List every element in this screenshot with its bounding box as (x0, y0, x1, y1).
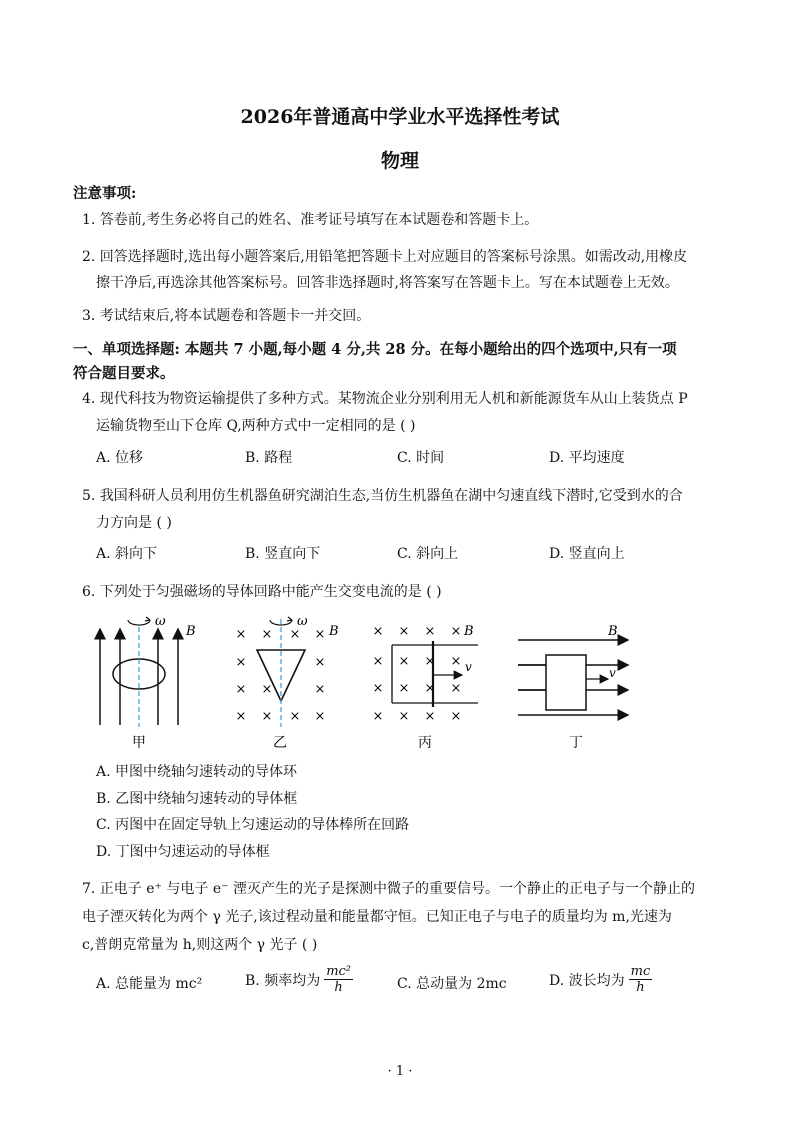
fraction-denominator: h (636, 980, 645, 995)
q4-option-a: A. 位移 (96, 450, 144, 466)
cross-mark: × (424, 681, 436, 696)
caption-bing: 丙 (418, 735, 432, 751)
q4-option-d: D. 平均速度 (549, 450, 625, 466)
figure-yi (236, 614, 339, 751)
b-label: B (329, 624, 339, 639)
b-label: B (186, 624, 196, 639)
q6-stem: 6. 下列处于匀强磁场的导体回路中能产生交变电流的是 ( ) (82, 584, 442, 600)
cross-mark: × (235, 627, 247, 642)
cross-mark: × (314, 682, 326, 697)
q6-option-d: D. 丁图中匀速运动的导体框 (96, 844, 270, 860)
cross-mark: × (235, 709, 247, 724)
cross-mark: × (235, 655, 247, 670)
figure-jia (100, 614, 196, 751)
section-heading-line1: 一、单项选择题: 本题共 7 小题,每小题 4 分,共 28 分。在每小题给出的四个选项中,只有一项 (73, 341, 677, 358)
fraction-numerator: mc (630, 964, 651, 979)
cross-mark: × (261, 682, 273, 697)
cross-mark: × (398, 709, 410, 724)
cross-mark: × (450, 709, 462, 724)
cross-mark: × (450, 654, 462, 669)
cross-mark: × (372, 654, 384, 669)
section-heading-line2: 符合题目要求。 (73, 365, 175, 382)
cross-mark: × (314, 627, 326, 642)
omega-label: ω (155, 614, 166, 629)
v-label: v (609, 666, 616, 680)
cross-mark: × (372, 681, 384, 696)
q6-option-a: A. 甲图中绕轴匀速转动的导体环 (96, 764, 298, 780)
cross-mark: × (289, 709, 301, 724)
cross-mark: × (372, 709, 384, 724)
q6-option-c: C. 丙图中在固定导轨上匀速运动的导体棒所在回路 (96, 817, 410, 833)
caption-yi: 乙 (273, 735, 287, 751)
q7-option-b-prefix: B. 频率均为 (245, 972, 321, 989)
q7-option-d (549, 964, 652, 995)
cross-mark: × (398, 654, 410, 669)
notice-item-2-cont: 擦干净后,再选涂其他答案标号。回答非选择题时,将答案写在答题卡上。写在本试题卷上无效。 (96, 275, 679, 291)
subject-title: 物理 (380, 150, 419, 172)
cross-mark: × (424, 709, 436, 724)
figure-bing (373, 624, 478, 751)
cross-mark: × (235, 682, 247, 697)
cross-mark: × (314, 655, 326, 670)
q4-option-c: C. 时间 (397, 450, 445, 466)
q6-option-b: B. 乙图中绕轴匀速转动的导体框 (96, 791, 298, 807)
notice-item-1: 1. 答卷前,考生务必将自己的姓名、准考证号填写在本试题卷和答题卡上。 (82, 212, 539, 228)
q7-option-b (245, 964, 353, 995)
magnetic-field-crosses (373, 624, 462, 724)
q5-stem-line2: 力方向是 ( ) (96, 515, 172, 531)
q7-option-d-prefix: D. 波长均为 (549, 972, 625, 989)
notice-item-2: 2. 回答选择题时,选出每小题答案后,用铅笔把答题卡上对应题目的答案标号涂黑。如需改动,用橡皮 (82, 249, 688, 265)
omega-label: ω (297, 614, 308, 629)
cross-mark: × (450, 624, 462, 639)
cross-mark: × (289, 627, 301, 642)
cross-mark: × (424, 624, 436, 639)
q7-stem-line2: 电子湮灭转化为两个 γ 光子,该过程动量和能量都守恒。已知正电子与电子的质量均为 m,光速为 (82, 909, 672, 925)
conductor-frame (546, 655, 586, 710)
caption-jia: 甲 (132, 735, 146, 751)
cross-mark: × (261, 627, 273, 642)
page-number: · 1 · (387, 1064, 413, 1079)
cross-mark: × (261, 709, 273, 724)
q4-option-b: B. 路程 (245, 450, 293, 466)
q7-option-a: A. 总能量为 mc² (96, 976, 203, 992)
notice-item-3: 3. 考试结束后,将本试题卷和答题卡一并交回。 (82, 308, 371, 324)
q7-option-c: C. 总动量为 2mc (397, 976, 507, 992)
q7-stem-line1: 7. 正电子 e⁺ 与电子 e⁻ 湮灭产生的光子是探测中微子的重要信号。一个静止的正电子与一个静止的 (82, 881, 695, 897)
notice-heading: 注意事项: (73, 185, 137, 202)
q4-stem-line1: 4. 现代科技为物资运输提供了多种方式。某物流企业分别利用无人机和新能源货车从山上装货点 P (82, 391, 688, 407)
cross-mark: × (424, 654, 436, 669)
b-label: B (464, 624, 474, 639)
cross-mark: × (398, 624, 410, 639)
figure-ding (518, 624, 628, 751)
q4-stem-line2: 运输货物至山下仓库 Q,两种方式中一定相同的是 ( ) (96, 418, 416, 434)
q5-option-a: A. 斜向下 (96, 546, 158, 562)
exam-title: 2026年普通高中学业水平选择性考试 (240, 106, 560, 128)
cross-mark: × (372, 624, 384, 639)
q6-figures (0, 605, 800, 755)
fraction (324, 964, 353, 995)
fraction-denominator: h (334, 980, 343, 995)
cross-mark: × (314, 709, 326, 724)
fraction-numerator: mc² (326, 964, 352, 979)
q5-option-d: D. 竖直向上 (549, 546, 625, 562)
v-label: v (465, 660, 472, 674)
q5-option-c: C. 斜向上 (397, 546, 459, 562)
cross-mark: × (398, 681, 410, 696)
q7-stem-line3: c,普朗克常量为 h,则这两个 γ 光子 ( ) (82, 937, 318, 953)
q5-option-b: B. 竖直向下 (245, 546, 321, 562)
fraction (629, 964, 653, 995)
b-label: B (608, 624, 618, 639)
q5-stem-line1: 5. 我国科研人员利用仿生机器鱼研究湖泊生态,当仿生机器鱼在湖中匀速直线下潜时,它受到水的合 (82, 488, 683, 504)
caption-ding: 丁 (569, 735, 583, 751)
cross-mark: × (450, 681, 462, 696)
